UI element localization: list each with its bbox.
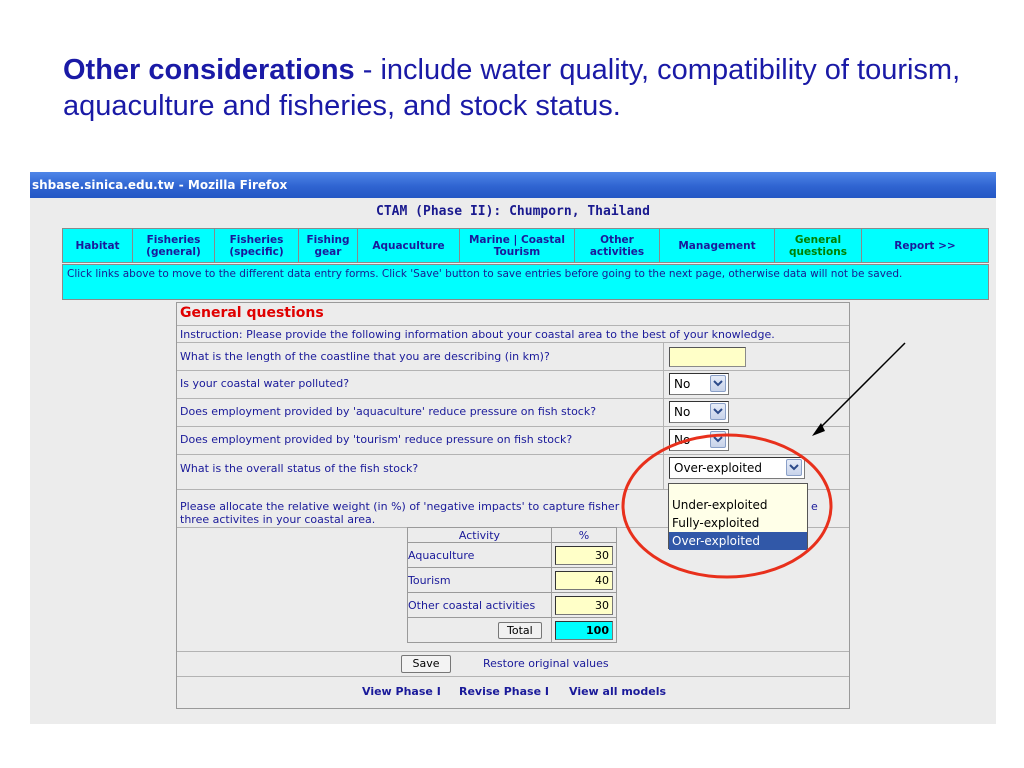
slide-title-rest: - include water quality, compatibility of tourism, aquaculture and fisheries, and stock status. bbox=[63, 54, 961, 122]
option-fully-exploited[interactable]: Fully-exploited bbox=[672, 516, 760, 530]
tab-other-activities[interactable]: Other activities bbox=[575, 229, 659, 262]
question-tourism-employment: Does employment provided by 'tourism' reduce pressure on fish stock? bbox=[180, 433, 573, 446]
tab-habitat[interactable]: Habitat bbox=[63, 229, 132, 262]
tab-fishing-gear[interactable]: Fishing gear bbox=[299, 229, 357, 262]
view-phase-1-link[interactable]: View Phase I bbox=[362, 685, 441, 698]
activity-label: Other coastal activities bbox=[408, 593, 552, 618]
activity-label: Aquaculture bbox=[408, 543, 552, 568]
form-heading: General questions bbox=[180, 305, 324, 321]
restore-values-link[interactable]: Restore original values bbox=[483, 657, 609, 670]
aquaculture-percent-input[interactable]: 30 bbox=[555, 546, 613, 565]
tab-aquaculture[interactable]: Aquaculture bbox=[358, 229, 459, 262]
tab-report[interactable]: Report >> bbox=[862, 229, 988, 262]
option-under-exploited[interactable]: Under-exploited bbox=[672, 498, 768, 512]
view-all-models-link[interactable]: View all models bbox=[569, 685, 667, 698]
aquaculture-select-value: No bbox=[674, 405, 691, 419]
total-button[interactable]: Total bbox=[498, 622, 542, 639]
tab-fisheries-specific[interactable]: Fisheries (specific) bbox=[215, 229, 298, 262]
table-header-percent: % bbox=[552, 528, 617, 543]
annotation-arrow bbox=[818, 343, 905, 430]
question-allocate-weights-line1: Please allocate the relative weight (in %) of 'negative impacts' to capture fisher bbox=[180, 500, 620, 513]
question-allocate-weights-tail: e bbox=[811, 500, 818, 513]
polluted-select-value: No bbox=[674, 377, 691, 391]
question-polluted: Is your coastal water polluted? bbox=[180, 377, 350, 390]
tab-management[interactable]: Management bbox=[660, 229, 774, 262]
window-titlebar: shbase.sinica.edu.tw - Mozilla Firefox bbox=[30, 172, 996, 198]
annotation-circle bbox=[623, 435, 831, 577]
option-over-exploited[interactable]: Over-exploited bbox=[669, 532, 807, 550]
question-allocate-weights-line2: three activites in your coastal area. bbox=[180, 513, 376, 526]
table-header-activity: Activity bbox=[408, 528, 552, 543]
tourism-percent-input[interactable]: 40 bbox=[555, 571, 613, 590]
tab-fisheries-general[interactable]: Fisheries (general) bbox=[133, 229, 214, 262]
stock-status-select-value: Over-exploited bbox=[674, 461, 763, 475]
app-title: CTAM (Phase II): Chumporn, Thailand bbox=[376, 204, 650, 219]
save-button[interactable]: Save bbox=[401, 655, 451, 673]
tourism-select-value: No bbox=[674, 433, 691, 447]
revise-phase-1-link[interactable]: Revise Phase I bbox=[459, 685, 549, 698]
instruction-text: Instruction: Please provide the following information about your coastal area to the best of your knowledge. bbox=[180, 328, 775, 341]
question-aquaculture-employment: Does employment provided by 'aquaculture' reduce pressure on fish stock? bbox=[180, 405, 597, 418]
activity-label: Tourism bbox=[408, 568, 552, 593]
total-percent-value: 100 bbox=[555, 621, 613, 640]
slide-title-bold: Other considerations bbox=[63, 54, 355, 86]
other-activities-percent-input[interactable]: 30 bbox=[555, 596, 613, 615]
question-stock-status: What is the overall status of the fish stock? bbox=[180, 462, 419, 475]
tab-general-questions[interactable]: General questions bbox=[775, 229, 861, 262]
tab-marine-coastal-tourism[interactable]: Marine | Coastal Tourism bbox=[460, 229, 574, 262]
question-coastline-length: What is the length of the coastline that you are describing (in km)? bbox=[180, 350, 550, 363]
info-message: Click links above to move to the different data entry forms. Click 'Save' button to save entries before going to the next page, otherwise data will not be saved. bbox=[62, 264, 989, 300]
